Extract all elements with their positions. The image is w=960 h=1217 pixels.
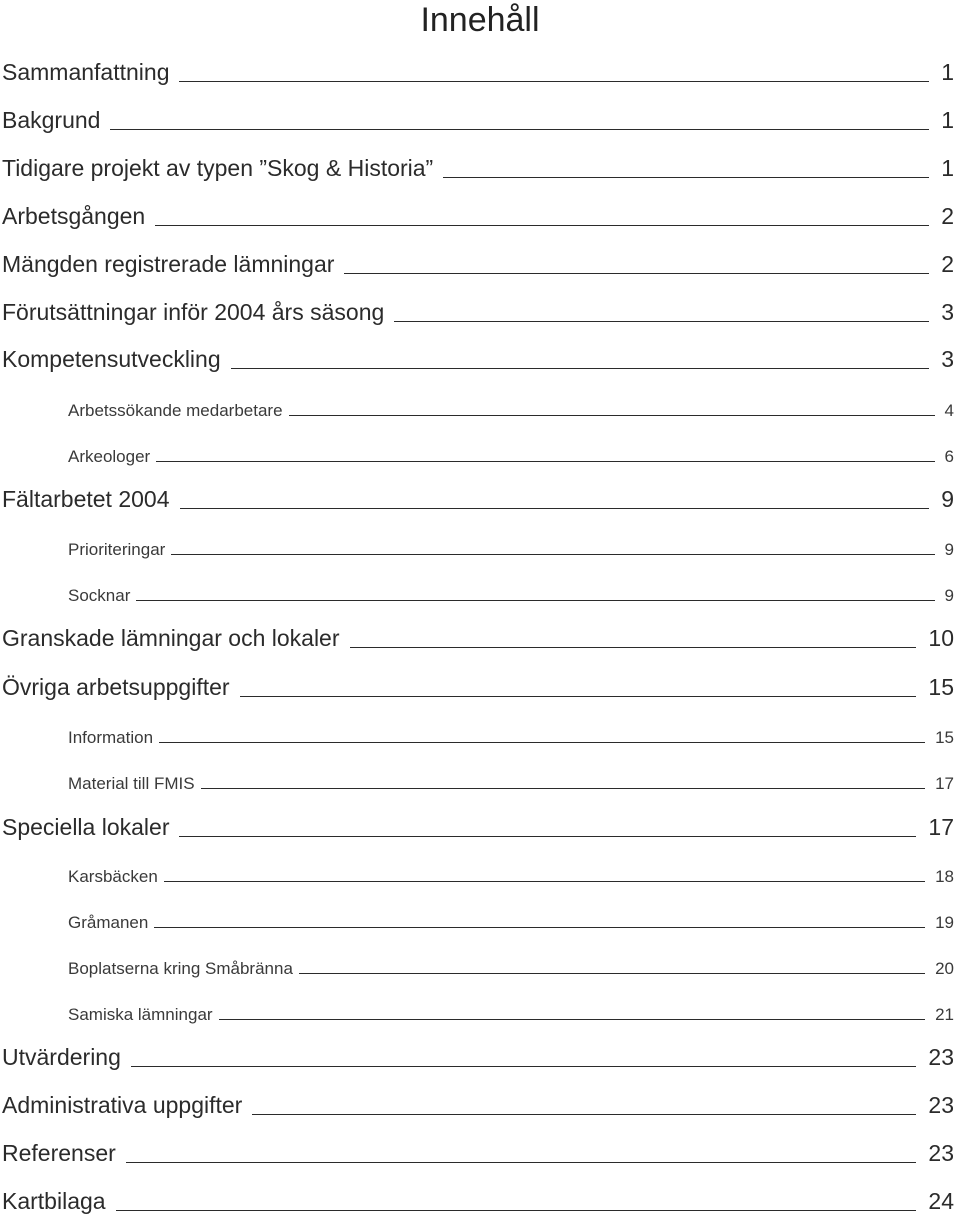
toc-page-number: 15: [928, 674, 954, 700]
toc-page-number: 19: [935, 913, 954, 932]
toc-entry-label: Kompetensutveckling: [2, 346, 221, 372]
toc-page-number: 2: [941, 203, 954, 229]
toc-entry-label: Tidigare projekt av typen ”Skog & Historia”: [2, 155, 434, 181]
toc-entry[interactable]: [0, 292, 960, 326]
toc-subentry[interactable]: [0, 853, 960, 887]
toc-entry-label: Karsbäcken: [68, 867, 158, 886]
toc-entry-label: Övriga arbetsuppgifter: [2, 674, 230, 700]
toc-leader-line: [299, 973, 925, 974]
toc-entry-label: Kartbilaga: [2, 1188, 106, 1214]
toc-entry[interactable]: [0, 1133, 960, 1167]
toc-entry-label: Boplatserna kring Småbränna: [68, 959, 293, 978]
toc-page-number: 1: [941, 155, 954, 181]
toc-entry-label: Förutsättningar inför 2004 års säsong: [2, 299, 385, 325]
toc-page-number: 10: [928, 625, 954, 651]
toc-page-number: 3: [941, 299, 954, 325]
toc-entry-label: Arbetssökande medarbetare: [68, 401, 283, 420]
toc-page-number: 9: [941, 486, 954, 512]
toc-entry[interactable]: [0, 479, 960, 513]
toc-page-number: 3: [941, 346, 954, 372]
toc-leader-line: [344, 273, 929, 274]
toc-page-number: 1: [941, 107, 954, 133]
toc-entry[interactable]: [0, 196, 960, 230]
toc-subentry[interactable]: [0, 991, 960, 1025]
toc-entry[interactable]: [0, 100, 960, 134]
toc-subentry[interactable]: [0, 714, 960, 748]
toc-entry-label: Prioriteringar: [68, 540, 166, 559]
toc-leader-line: [155, 225, 929, 226]
toc-page-number: 9: [944, 540, 954, 559]
toc-entry-label: Socknar: [68, 586, 131, 605]
toc-page-number: 15: [935, 728, 954, 747]
toc-entry[interactable]: [0, 667, 960, 701]
toc-page-number: 23: [928, 1092, 954, 1118]
toc-page-number: 23: [928, 1140, 954, 1166]
toc-leader-line: [154, 927, 925, 928]
toc-leader-line: [180, 508, 930, 509]
toc-page-number: 9: [944, 586, 954, 605]
toc-page-number: 21: [935, 1005, 954, 1024]
toc-entry[interactable]: [0, 1085, 960, 1119]
toc-entry-label: Granskade lämningar och lokaler: [2, 625, 340, 651]
toc-leader-line: [164, 881, 925, 882]
toc-entry-label: Sammanfattning: [2, 59, 170, 85]
toc-entry-label: Fältarbetet 2004: [2, 486, 170, 512]
toc-entry-label: Utvärdering: [2, 1044, 121, 1070]
toc-page-number: 17: [928, 814, 954, 840]
toc-entry-label: Bakgrund: [2, 107, 101, 133]
toc-entry-label: Information: [68, 728, 154, 747]
toc-entry[interactable]: [0, 618, 960, 652]
toc-page-number: 18: [935, 867, 954, 886]
toc-entry-label: Speciella lokaler: [2, 814, 170, 840]
toc-subentry[interactable]: [0, 387, 960, 421]
toc-leader-line: [394, 321, 929, 322]
toc-leader-line: [252, 1114, 916, 1115]
toc-subentry[interactable]: [0, 945, 960, 979]
toc-entry-label: Samiska lämningar: [68, 1005, 213, 1024]
toc-leader-line: [179, 836, 916, 837]
toc-leader-line: [116, 1210, 917, 1211]
toc-entry-label: Arbetsgången: [2, 203, 146, 229]
toc-entry-label: Administrativa uppgifter: [2, 1092, 243, 1118]
toc-entry[interactable]: [0, 339, 960, 373]
toc-leader-line: [289, 415, 935, 416]
toc-page-number: 6: [944, 447, 954, 466]
toc-leader-line: [219, 1019, 926, 1020]
toc-leader-line: [156, 461, 934, 462]
toc-leader-line: [443, 177, 929, 178]
toc-leader-line: [231, 368, 930, 369]
toc-page-number: 20: [935, 959, 954, 978]
toc-entry-label: Referenser: [2, 1140, 116, 1166]
toc-entry-label: Gråmanen: [68, 913, 149, 932]
toc-page-number: 23: [928, 1044, 954, 1070]
toc-leader-line: [179, 81, 929, 82]
toc-subentry[interactable]: [0, 760, 960, 794]
toc-leader-line: [171, 554, 934, 555]
toc-page-number: 1: [941, 59, 954, 85]
toc-entry[interactable]: [0, 1181, 960, 1215]
toc-leader-line: [110, 129, 929, 130]
toc-entry[interactable]: [0, 1037, 960, 1071]
toc-subentry[interactable]: [0, 433, 960, 467]
toc-subentry[interactable]: [0, 899, 960, 933]
toc-page-number: 24: [928, 1188, 954, 1214]
toc-entry[interactable]: [0, 807, 960, 841]
toc-entry-label: Material till FMIS: [68, 774, 195, 793]
toc-subentry[interactable]: [0, 572, 960, 606]
toc-entry[interactable]: [0, 52, 960, 86]
toc-leader-line: [350, 647, 917, 648]
toc-leader-line: [131, 1066, 917, 1067]
toc-page-number: 2: [941, 251, 954, 277]
toc-leader-line: [201, 788, 926, 789]
toc-leader-line: [126, 1162, 917, 1163]
toc-entry[interactable]: [0, 148, 960, 182]
toc-leader-line: [136, 600, 934, 601]
toc-entry[interactable]: [0, 244, 960, 278]
toc-page-number: 17: [935, 774, 954, 793]
toc-subentry[interactable]: [0, 526, 960, 560]
toc-leader-line: [240, 696, 917, 697]
page-title: Innehåll: [420, 1, 540, 39]
toc-entry-label: Mängden registrerade lämningar: [2, 251, 335, 277]
toc-leader-line: [159, 742, 925, 743]
toc-entry-label: Arkeologer: [68, 447, 151, 466]
toc-page-number: 4: [944, 401, 954, 420]
